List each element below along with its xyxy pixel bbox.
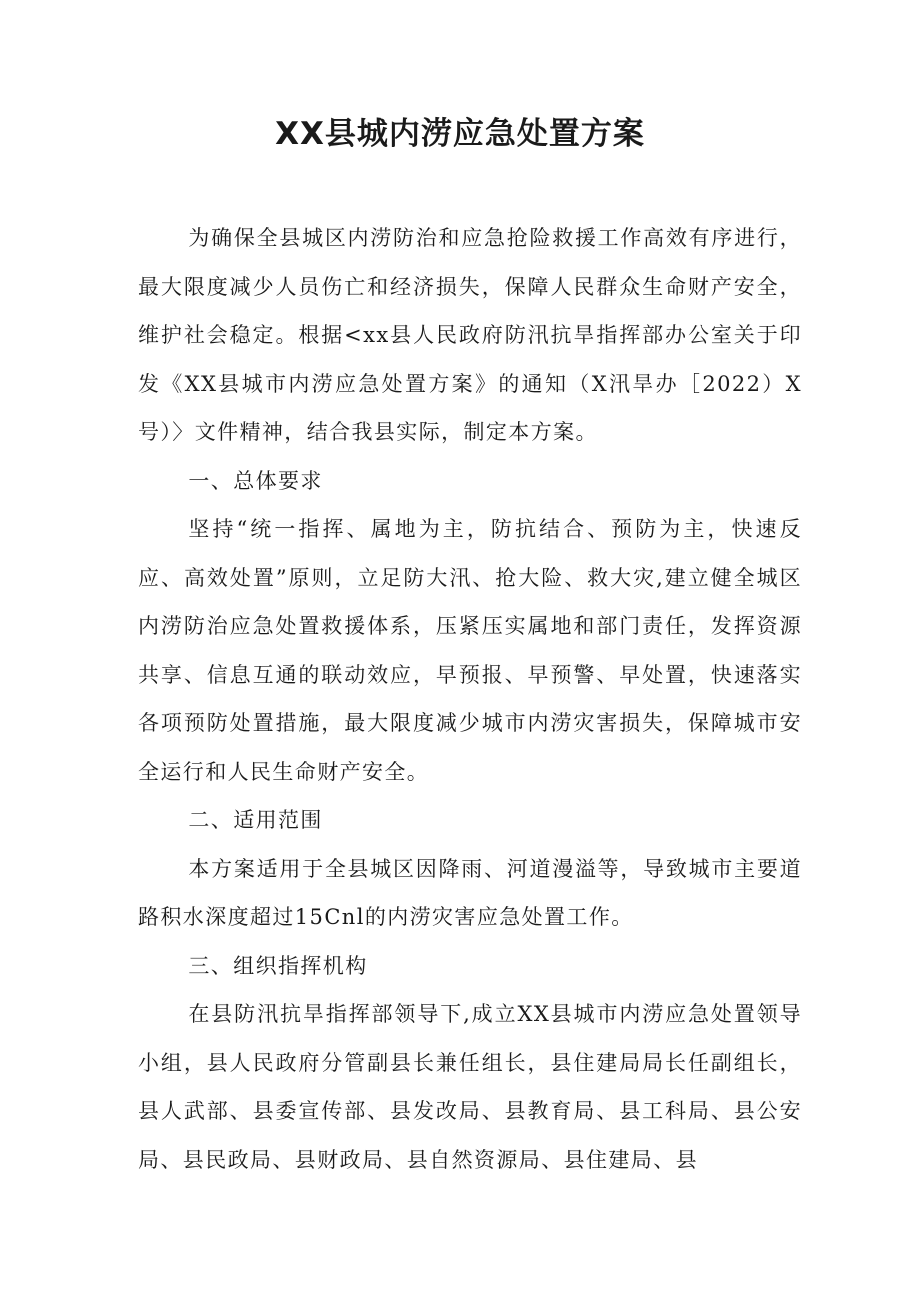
section-text-scope: 本方案适用于全县城区因降雨、河道漫溢等，导致城市主要道路积水深度超过15Cnl的内涝灾害应急处置工作。 [138,856,802,929]
section-text-general-requirements: 坚持“统一指挥、属地为主，防抗结合、预防为主，快速反应、高效处置”原则，立足防大汛、抢大险、救大灾,建立健全城区内涝防治应急处置救援体系，压紧压实属地和部门责任，发挥资源共享、信息互通的联动效应，早预报、早预警、早处置，快速落实各项预防处置措施，最大限度减少城市内涝灾害损失，保障城市安全运行和人民生命财产安全。 [138,517,802,784]
section-text-command-structure: 在县防汛抗旱指挥部领导下,成立XX县城市内涝应急处置领导小组，县人民政府分管副县长兼任组长，县住建局局长任副组长，县人武部、县委宣传部、县发改局、县教育局、县工科局、县公安局、县民政局、县财政局、县自然资源局、县住建局、县 [138,1002,802,1172]
section-heading-scope: 二、适用范围 [188,808,323,832]
document-body [138,214,802,1184]
intro-paragraph: 为确保全县城区内涝防治和应急抢险救援工作高效有序进行，最大限度减少人员伤亡和经济损失，保障人民群众生命财产安全，维护社会稳定。根据<xx县人民政府防汛抗旱指挥部办公室关于印发《XX县城市内涝应急处置方案》的通知（X汛旱办［2022）X号）〉文件精神，结合我县实际，制定本方案。 [138,226,802,444]
section-heading-command-structure: 三、组织指挥机构 [188,953,368,978]
section-heading-general-requirements: 一、总体要求 [188,468,323,493]
document-title: XX县城内涝应急处置方案 [275,116,645,152]
